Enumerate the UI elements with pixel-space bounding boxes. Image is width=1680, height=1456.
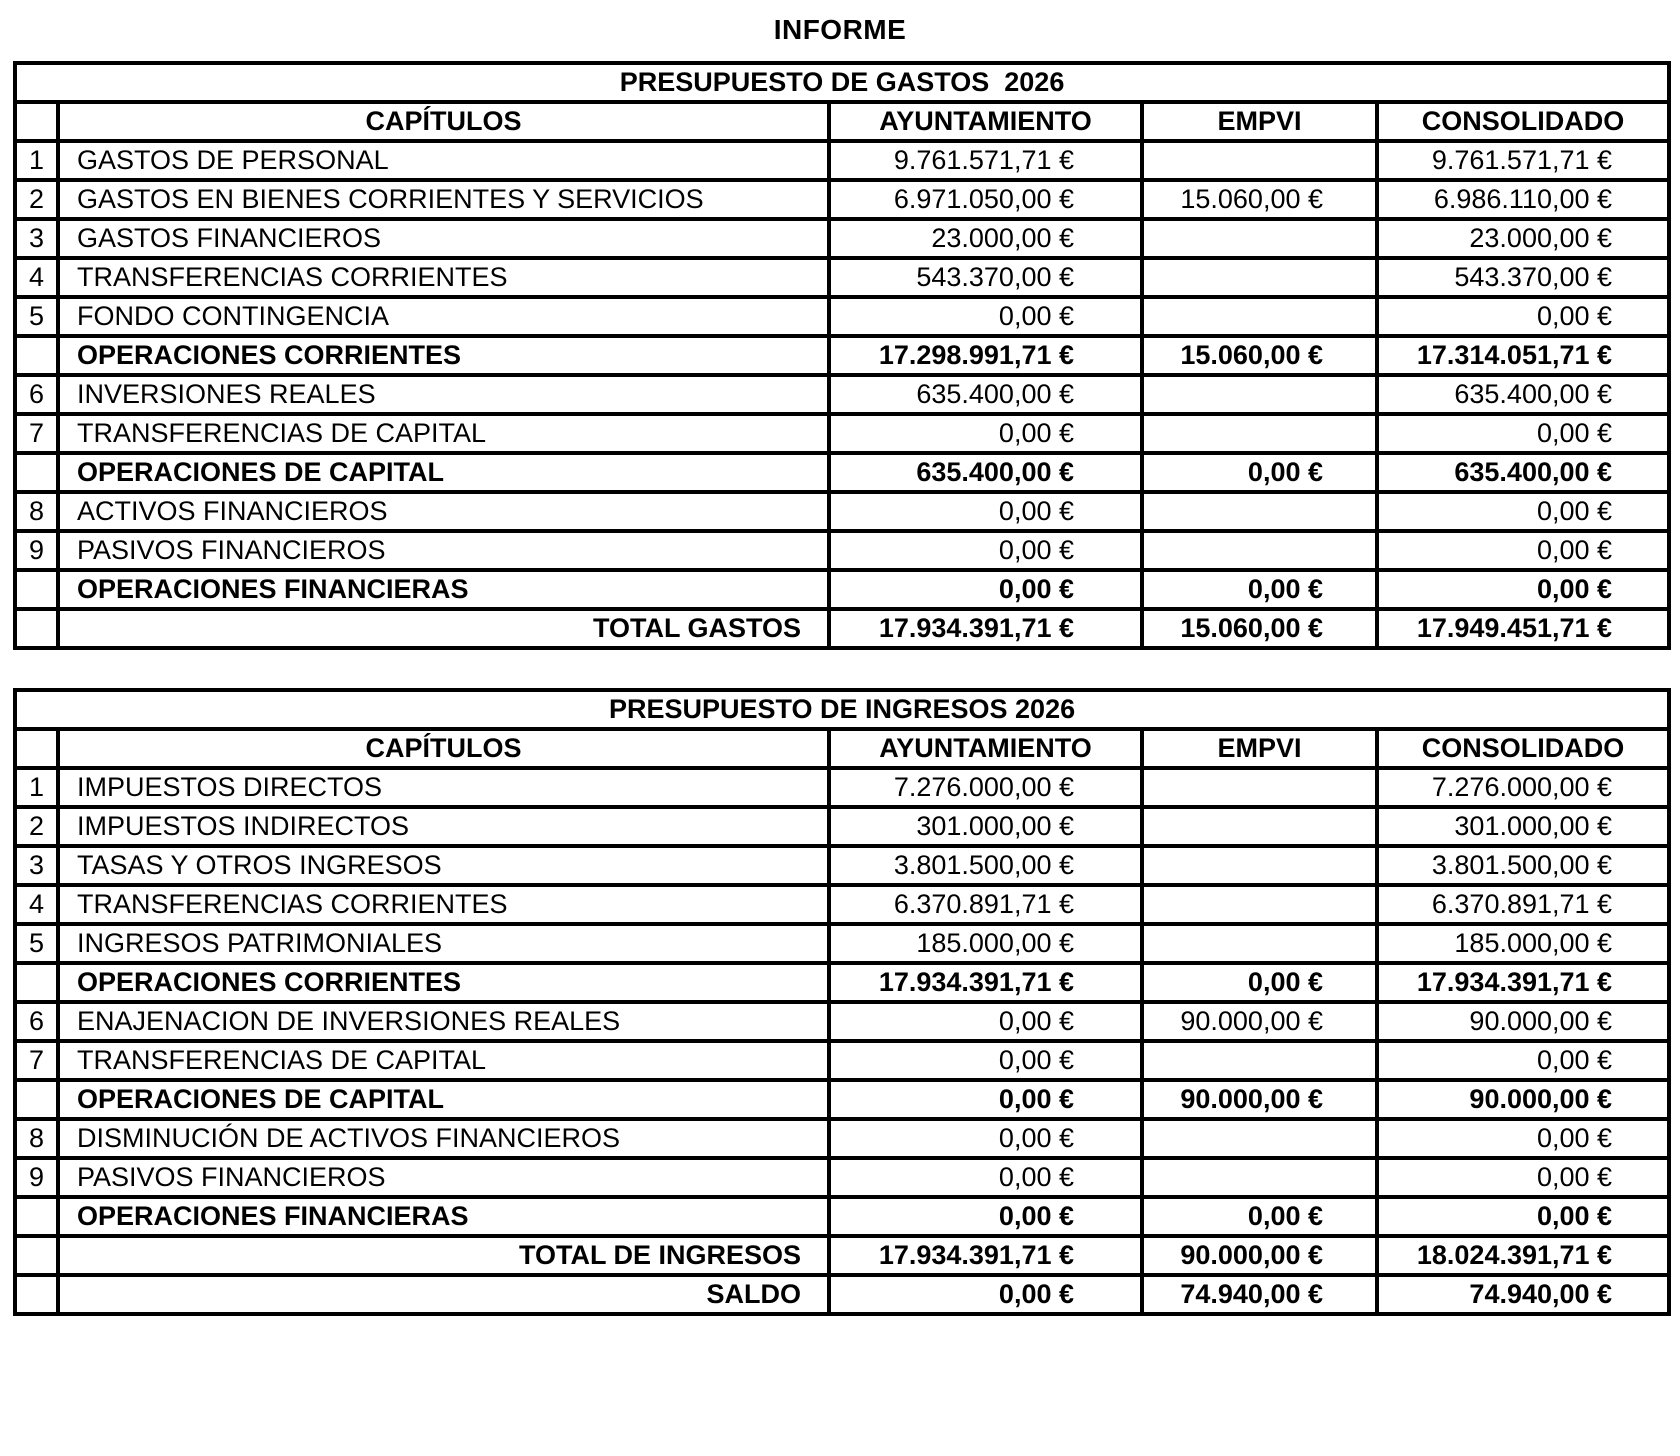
row-number-cell: 5	[15, 924, 58, 963]
consolidado-value-cell: 543.370,00 €	[1377, 258, 1669, 297]
consolidado-value-cell: 17.949.451,71 €	[1377, 609, 1669, 648]
table-row	[15, 1080, 1669, 1119]
consolidado-value-cell: 7.276.000,00 €	[1377, 768, 1669, 807]
chapter-cell: TRANSFERENCIAS CORRIENTES	[58, 885, 829, 924]
consolidado-value-cell: 18.024.391,71 €	[1377, 1236, 1669, 1275]
column-header-empvi: EMPVI	[1142, 102, 1377, 141]
ayuntamiento-value-cell: 0,00 €	[829, 1275, 1142, 1314]
table-row	[15, 963, 1669, 1002]
ayuntamiento-value-cell: 0,00 €	[829, 297, 1142, 336]
chapter-cell: OPERACIONES FINANCIERAS	[58, 570, 829, 609]
column-header-number	[15, 729, 58, 768]
chapter-cell: OPERACIONES FINANCIERAS	[58, 1197, 829, 1236]
consolidado-value-cell: 0,00 €	[1377, 1197, 1669, 1236]
consolidado-value-cell: 23.000,00 €	[1377, 219, 1669, 258]
table-row	[15, 297, 1669, 336]
row-number-cell: 1	[15, 768, 58, 807]
consolidado-value-cell: 301.000,00 €	[1377, 807, 1669, 846]
empvi-value-cell: 90.000,00 €	[1142, 1236, 1377, 1275]
consolidado-value-cell: 90.000,00 €	[1377, 1080, 1669, 1119]
ayuntamiento-value-cell: 23.000,00 €	[829, 219, 1142, 258]
ayuntamiento-value-cell: 6.971.050,00 €	[829, 180, 1142, 219]
ayuntamiento-value-cell: 0,00 €	[829, 1080, 1142, 1119]
empvi-value-cell	[1142, 807, 1377, 846]
row-number-cell: 2	[15, 180, 58, 219]
ayuntamiento-value-cell: 6.370.891,71 €	[829, 885, 1142, 924]
table-row	[15, 924, 1669, 963]
row-number-cell: 4	[15, 885, 58, 924]
column-header-consolidado: CONSOLIDADO	[1377, 729, 1669, 768]
ayuntamiento-value-cell: 0,00 €	[829, 1002, 1142, 1041]
empvi-value-cell: 0,00 €	[1142, 453, 1377, 492]
empvi-value-cell	[1142, 375, 1377, 414]
chapter-cell: PASIVOS FINANCIEROS	[58, 1158, 829, 1197]
consolidado-value-cell: 17.314.051,71 €	[1377, 336, 1669, 375]
ayuntamiento-value-cell: 9.761.571,71 €	[829, 141, 1142, 180]
column-header-number	[15, 102, 58, 141]
chapter-cell: GASTOS DE PERSONAL	[58, 141, 829, 180]
chapter-cell: FONDO CONTINGENCIA	[58, 297, 829, 336]
ayuntamiento-value-cell: 17.934.391,71 €	[829, 1236, 1142, 1275]
row-number-cell: 9	[15, 1158, 58, 1197]
table-row	[15, 570, 1669, 609]
consolidado-value-cell: 9.761.571,71 €	[1377, 141, 1669, 180]
row-number-cell: 7	[15, 414, 58, 453]
ayuntamiento-value-cell: 17.934.391,71 €	[829, 963, 1142, 1002]
ayuntamiento-value-cell: 543.370,00 €	[829, 258, 1142, 297]
row-number-cell: 9	[15, 531, 58, 570]
gastos-table-section	[13, 61, 1667, 650]
row-number-cell: 1	[15, 141, 58, 180]
chapter-cell: TRANSFERENCIAS CORRIENTES	[58, 258, 829, 297]
consolidado-value-cell: 6.986.110,00 €	[1377, 180, 1669, 219]
consolidado-value-cell: 0,00 €	[1377, 492, 1669, 531]
chapter-cell: TOTAL GASTOS	[58, 609, 829, 648]
empvi-value-cell	[1142, 414, 1377, 453]
consolidado-value-cell: 0,00 €	[1377, 1158, 1669, 1197]
page-title: INFORME	[773, 14, 907, 45]
table-row	[15, 258, 1669, 297]
table-header-row	[15, 102, 1669, 141]
chapter-cell: DISMINUCIÓN DE ACTIVOS FINANCIEROS	[58, 1119, 829, 1158]
empvi-value-cell	[1142, 531, 1377, 570]
row-number-cell	[15, 1080, 58, 1119]
table-row	[15, 609, 1669, 648]
ayuntamiento-value-cell: 0,00 €	[829, 492, 1142, 531]
chapter-cell: OPERACIONES CORRIENTES	[58, 963, 829, 1002]
ayuntamiento-value-cell: 301.000,00 €	[829, 807, 1142, 846]
consolidado-value-cell: 90.000,00 €	[1377, 1002, 1669, 1041]
ayuntamiento-value-cell: 0,00 €	[829, 570, 1142, 609]
consolidado-value-cell: 0,00 €	[1377, 1119, 1669, 1158]
ayuntamiento-value-cell: 3.801.500,00 €	[829, 846, 1142, 885]
table-title: PRESUPUESTO DE INGRESOS 2026	[15, 690, 1669, 729]
table-header-row	[15, 729, 1669, 768]
consolidado-value-cell: 0,00 €	[1377, 297, 1669, 336]
empvi-value-cell	[1142, 1119, 1377, 1158]
chapter-cell: IMPUESTOS INDIRECTOS	[58, 807, 829, 846]
table-row	[15, 1041, 1669, 1080]
row-number-cell: 6	[15, 1002, 58, 1041]
table-row	[15, 1158, 1669, 1197]
table-title-row	[15, 63, 1669, 102]
row-number-cell: 2	[15, 807, 58, 846]
ayuntamiento-value-cell: 0,00 €	[829, 1158, 1142, 1197]
column-header-capitulos: CAPÍTULOS	[58, 729, 829, 768]
empvi-value-cell	[1142, 846, 1377, 885]
table-row	[15, 768, 1669, 807]
row-number-cell: 4	[15, 258, 58, 297]
chapter-cell: GASTOS FINANCIEROS	[58, 219, 829, 258]
consolidado-value-cell: 3.801.500,00 €	[1377, 846, 1669, 885]
gastos-table	[13, 61, 1671, 650]
ayuntamiento-value-cell: 7.276.000,00 €	[829, 768, 1142, 807]
table-row	[15, 336, 1669, 375]
table-row	[15, 375, 1669, 414]
empvi-value-cell	[1142, 297, 1377, 336]
row-number-cell: 3	[15, 846, 58, 885]
ayuntamiento-value-cell: 17.298.991,71 €	[829, 336, 1142, 375]
row-number-cell	[15, 609, 58, 648]
table-row	[15, 1002, 1669, 1041]
row-number-cell	[15, 453, 58, 492]
table-row	[15, 531, 1669, 570]
chapter-cell: ENAJENACION DE INVERSIONES REALES	[58, 1002, 829, 1041]
ayuntamiento-value-cell: 635.400,00 €	[829, 453, 1142, 492]
table-title-row	[15, 690, 1669, 729]
row-number-cell: 6	[15, 375, 58, 414]
empvi-value-cell: 0,00 €	[1142, 963, 1377, 1002]
row-number-cell	[15, 963, 58, 1002]
chapter-cell: TRANSFERENCIAS DE CAPITAL	[58, 1041, 829, 1080]
empvi-value-cell: 15.060,00 €	[1142, 336, 1377, 375]
chapter-cell: PASIVOS FINANCIEROS	[58, 531, 829, 570]
row-number-cell	[15, 1236, 58, 1275]
chapter-cell: TOTAL DE INGRESOS	[58, 1236, 829, 1275]
row-number-cell	[15, 336, 58, 375]
consolidado-value-cell: 635.400,00 €	[1377, 375, 1669, 414]
empvi-value-cell	[1142, 258, 1377, 297]
row-number-cell: 5	[15, 297, 58, 336]
ingresos-table-section	[13, 688, 1667, 1316]
empvi-value-cell	[1142, 492, 1377, 531]
ayuntamiento-value-cell: 0,00 €	[829, 1197, 1142, 1236]
ayuntamiento-value-cell: 185.000,00 €	[829, 924, 1142, 963]
table-row	[15, 1119, 1669, 1158]
ayuntamiento-value-cell: 0,00 €	[829, 531, 1142, 570]
empvi-value-cell	[1142, 885, 1377, 924]
table-title: PRESUPUESTO DE GASTOS 2026	[15, 63, 1669, 102]
ayuntamiento-value-cell: 635.400,00 €	[829, 375, 1142, 414]
chapter-cell: OPERACIONES CORRIENTES	[58, 336, 829, 375]
table-row	[15, 414, 1669, 453]
ayuntamiento-value-cell: 0,00 €	[829, 1119, 1142, 1158]
chapter-cell: OPERACIONES DE CAPITAL	[58, 453, 829, 492]
consolidado-value-cell: 0,00 €	[1377, 531, 1669, 570]
ayuntamiento-value-cell: 17.934.391,71 €	[829, 609, 1142, 648]
table-row	[15, 492, 1669, 531]
consolidado-value-cell: 74.940,00 €	[1377, 1275, 1669, 1314]
ayuntamiento-value-cell: 0,00 €	[829, 1041, 1142, 1080]
chapter-cell: TASAS Y OTROS INGRESOS	[58, 846, 829, 885]
table-row	[15, 807, 1669, 846]
row-number-cell	[15, 1275, 58, 1314]
row-number-cell	[15, 570, 58, 609]
table-row	[15, 1236, 1669, 1275]
column-header-consolidado: CONSOLIDADO	[1377, 102, 1669, 141]
empvi-value-cell	[1142, 768, 1377, 807]
chapter-cell: TRANSFERENCIAS DE CAPITAL	[58, 414, 829, 453]
consolidado-value-cell: 635.400,00 €	[1377, 453, 1669, 492]
table-row	[15, 180, 1669, 219]
table-row	[15, 885, 1669, 924]
empvi-value-cell: 15.060,00 €	[1142, 609, 1377, 648]
empvi-value-cell: 0,00 €	[1142, 570, 1377, 609]
column-header-capitulos: CAPÍTULOS	[58, 102, 829, 141]
consolidado-value-cell: 0,00 €	[1377, 1041, 1669, 1080]
table-row	[15, 141, 1669, 180]
ingresos-table	[13, 688, 1671, 1316]
empvi-value-cell	[1142, 219, 1377, 258]
column-header-ayuntamiento: AYUNTAMIENTO	[829, 729, 1142, 768]
table-row	[15, 453, 1669, 492]
table-row	[15, 846, 1669, 885]
empvi-value-cell	[1142, 924, 1377, 963]
empvi-value-cell: 90.000,00 €	[1142, 1080, 1377, 1119]
row-number-cell: 8	[15, 492, 58, 531]
column-header-empvi: EMPVI	[1142, 729, 1377, 768]
row-number-cell: 7	[15, 1041, 58, 1080]
chapter-cell: INGRESOS PATRIMONIALES	[58, 924, 829, 963]
table-row	[15, 219, 1669, 258]
consolidado-value-cell: 0,00 €	[1377, 570, 1669, 609]
empvi-value-cell: 74.940,00 €	[1142, 1275, 1377, 1314]
empvi-value-cell: 0,00 €	[1142, 1197, 1377, 1236]
row-number-cell	[15, 1197, 58, 1236]
empvi-value-cell: 90.000,00 €	[1142, 1002, 1377, 1041]
table-row	[15, 1275, 1669, 1314]
chapter-cell: OPERACIONES DE CAPITAL	[58, 1080, 829, 1119]
row-number-cell: 3	[15, 219, 58, 258]
empvi-value-cell	[1142, 141, 1377, 180]
chapter-cell: IMPUESTOS DIRECTOS	[58, 768, 829, 807]
consolidado-value-cell: 6.370.891,71 €	[1377, 885, 1669, 924]
consolidado-value-cell: 185.000,00 €	[1377, 924, 1669, 963]
row-number-cell: 8	[15, 1119, 58, 1158]
column-header-ayuntamiento: AYUNTAMIENTO	[829, 102, 1142, 141]
consolidado-value-cell: 17.934.391,71 €	[1377, 963, 1669, 1002]
empvi-value-cell	[1142, 1041, 1377, 1080]
empvi-value-cell	[1142, 1158, 1377, 1197]
chapter-cell: INVERSIONES REALES	[58, 375, 829, 414]
ayuntamiento-value-cell: 0,00 €	[829, 414, 1142, 453]
chapter-cell: ACTIVOS FINANCIEROS	[58, 492, 829, 531]
chapter-cell: SALDO	[58, 1275, 829, 1314]
empvi-value-cell: 15.060,00 €	[1142, 180, 1377, 219]
consolidado-value-cell: 0,00 €	[1377, 414, 1669, 453]
chapter-cell: GASTOS EN BIENES CORRIENTES Y SERVICIOS	[58, 180, 829, 219]
table-row	[15, 1197, 1669, 1236]
